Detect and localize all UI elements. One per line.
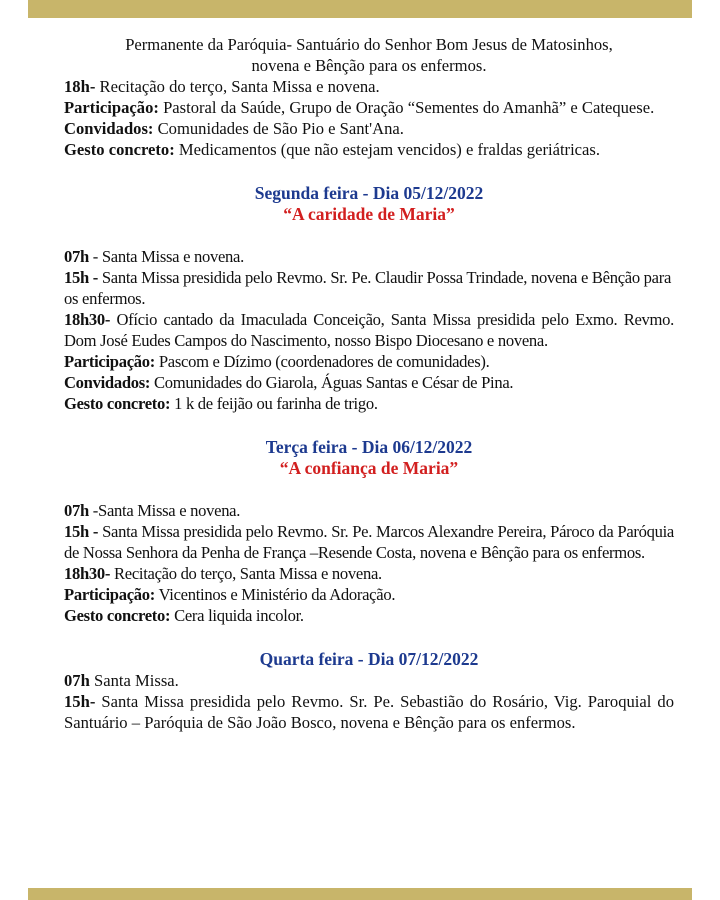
- segunda-entry-07h: [64, 246, 674, 267]
- novena-schedule-document: [64, 34, 674, 733]
- participacao-text: Vicentinos e Ministério da Adoração.: [155, 585, 396, 604]
- entry-time: 15h -: [64, 522, 99, 541]
- quarta-entry-07h: [64, 670, 674, 691]
- segunda-theme: “A caridade de Maria”: [283, 204, 455, 224]
- entry-text: Ofício cantado da Imaculada Conceição, Santa Missa presidida pelo Exmo. Revmo. Dom José Eudes Campos do Nascimento, nosso Bispo Diocesano e novena.: [64, 310, 674, 350]
- gesto-label: Gesto concreto:: [64, 394, 171, 413]
- entry-text: Recitação do terço, Santa Missa e novena.: [110, 564, 382, 583]
- entry-time: 07h: [64, 671, 90, 690]
- segunda-gesto: [64, 393, 674, 414]
- intro-line-1: Permanente da Paróquia- Santuário do Senhor Bom Jesus de Matosinhos,: [125, 35, 613, 54]
- segunda-entry-15h: [64, 267, 674, 309]
- gesto-label: Gesto concreto:: [64, 606, 171, 625]
- participacao-text: Pastoral da Saúde, Grupo de Oração “Sementes do Amanhã” e Catequese.: [158, 98, 655, 117]
- gesto-label: Gesto concreto:: [64, 140, 175, 159]
- top-decorative-band: [28, 0, 692, 18]
- gesto-text: Medicamentos (que não estejam vencidos) e fraldas geriátricas.: [174, 140, 601, 159]
- terca-title: Terça feira - Dia 06/12/2022: [265, 437, 473, 457]
- segunda-title: Segunda feira - Dia 05/12/2022: [254, 183, 484, 203]
- entry-text: Santa Missa presidida pelo Revmo. Sr. Pe. Sebastião do Rosário, Vig. Paroquial do Santuário – Paróquia de São João Bosco, novena e Bênção para os enfermos.: [64, 692, 674, 732]
- entry-time: 18h30-: [64, 310, 111, 329]
- participacao-label: Participação:: [64, 352, 156, 371]
- entry-time: 07h: [64, 247, 89, 266]
- gesto-text: Cera liquida incolor.: [170, 606, 304, 625]
- entry-text: Santa Missa presidida pelo Revmo. Sr. Pe. Marcos Alexandre Pereira, Pároco da Paróquia de Nossa Senhora da Penha de França –Resende Costa, novena e Bênção para os enfermos.: [64, 522, 674, 562]
- entry-time: 15h -: [64, 268, 98, 287]
- opening-participacao: [64, 97, 674, 118]
- intro-line-2: novena e Bênção para os enfermos.: [251, 56, 487, 75]
- convidados-label: Convidados:: [64, 373, 151, 392]
- convidados-text: Comunidades do Giarola, Águas Santas e César de Pina.: [150, 373, 514, 392]
- participacao-label: Participação:: [64, 98, 159, 117]
- gesto-text: 1 k de feijão ou farinha de trigo.: [170, 394, 378, 413]
- segunda-participacao: [64, 351, 674, 372]
- quarta-section: [64, 670, 674, 733]
- terca-entry-15h: [64, 521, 674, 563]
- terca-gesto: [64, 605, 674, 626]
- terca-theme: “A confiança de Maria”: [279, 458, 459, 478]
- quarta-title: Quarta feira - Dia 07/12/2022: [259, 649, 479, 669]
- opening-entry-18h: [64, 76, 674, 97]
- entry-text: -Santa Missa e novena.: [88, 501, 241, 520]
- terca-section: [64, 500, 674, 626]
- opening-gesto: [64, 139, 674, 160]
- entry-time: 15h-: [64, 692, 96, 711]
- entry-text: - Santa Missa e novena.: [88, 247, 244, 266]
- terca-participacao: [64, 584, 674, 605]
- terca-entry-18h30: [64, 563, 674, 584]
- participacao-label: Participação:: [64, 585, 156, 604]
- participacao-text: Pascom e Dízimo (coordenadores de comunidades).: [155, 352, 490, 371]
- entry-time: 18h30-: [64, 564, 111, 583]
- terca-entry-07h: [64, 500, 674, 521]
- segunda-entry-18h30: [64, 309, 674, 351]
- entry-text: Santa Missa presidida pelo Revmo. Sr. Pe. Claudir Possa Trindade, novena e Bênção para os enfermos.: [64, 268, 672, 308]
- opening-convidados: [64, 118, 674, 139]
- entry-time: 07h: [64, 501, 89, 520]
- quarta-entry-15h: [64, 691, 674, 733]
- convidados-label: Convidados:: [64, 119, 154, 138]
- bottom-decorative-band: [28, 888, 692, 900]
- segunda-convidados: [64, 372, 674, 393]
- convidados-text: Comunidades de São Pio e Sant'Ana.: [153, 119, 404, 138]
- entry-time: 18h-: [64, 77, 96, 96]
- entry-text: Recitação do terço, Santa Missa e novena.: [95, 77, 380, 96]
- segunda-section: [64, 246, 674, 414]
- entry-text: Santa Missa.: [89, 671, 179, 690]
